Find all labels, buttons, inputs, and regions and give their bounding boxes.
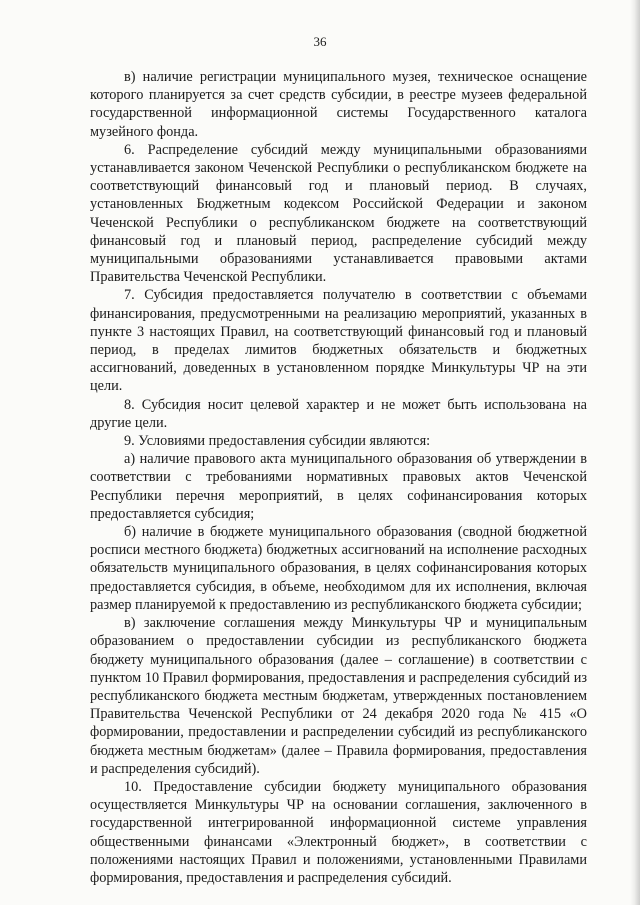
paragraph-9v: в) заключение соглашения между Минкультуры ЧР и муниципальным образованием о предоставлении субсидии из республиканского бюджета бюджету муниципального образования (далее – соглашение) в соответствии с пунктом 10 Правил формирования, предоставления и распределения субсидий из республиканского бюджета местным бюджетам, утвержденных постановлением Правительства Чеченской Республики от 24 декабря 2020 года № 415 «О формировании, предоставлении и распределении субсидий из республиканского бюджета местным бюджетам» (далее – Правила формирования, предоставления и распределения субсидий). [90, 615, 587, 777]
paragraph-9-conditions: 9. Условиями предоставления субсидии являются: [124, 433, 431, 450]
paragraph-museum-registration: в) наличие регистрации муниципального музея, техническое оснащение которого планируется за счет средств субсидии, в реестре музеев федеральной государственной информационной системы Государственного каталога музейного фонда. [90, 69, 587, 140]
paragraph-9a: а) наличие правового акта муниципального образования об утверждении в соответствии с требованиями нормативных правовых актов Чеченской Республики перечня мероприятий, в целях софинансирования которых предоставляется субсидия; [90, 451, 587, 522]
document-body [90, 68, 587, 887]
paragraph-7-provision: 7. Субсидия предоставляется получателю в соответствии с объемами финансирования, предусмотренными на реализацию мероприятий, указанных в пункте 3 настоящих Правил, на соответствующий финансовый год и плановый период, в пределах лимитов бюджетных обязательств и бюджетных ассигнований, доведенных в установленном порядке Минкультуры ЧР на эти цели. [90, 287, 587, 395]
paragraph-10-agreement: 10. Предоставление субсидии бюджету муниципального образования осуществляется Минкультуры ЧР на основании соглашения, заключенного в государственной интегрированной информационной системе управления общественными финансами «Электронный бюджет», в соответствии с положениями настоящих Правил и положениями, установленными Правилами формирования, предоставления и распределения субсидий. [90, 778, 587, 886]
paragraph-6-distribution: 6. Распределение субсидий между муниципальными образованиями устанавливается законом Чеченской Республики о республиканском бюджете на соответствующий финансовый год и плановый период. В случаях, установленных Бюджетным кодексом Российской Федерации и законом Чеченской Республики о республиканском бюджете на соответствующий финансовый год и плановый период, распределение субсидий между муниципальными образованиями устанавливается правовыми актами Правительства Чеченской Республики. [90, 141, 587, 286]
scan-edge-shadow [630, 0, 640, 905]
paragraph-9b: б) наличие в бюджете муниципального образования (сводной бюджетной росписи местного бюджета) бюджетных ассигнований на исполнение расходных обязательств муниципального образования, в целях софинансирования которых предоставляется субсидия, в объеме, необходимом для их исполнения, включая размер планируемой к предоставлению из республиканского бюджета субсидии; [90, 524, 587, 613]
paragraph-8-purpose: 8. Субсидия носит целевой характер и не может быть использована на другие цели. [90, 396, 587, 431]
page-number: 36 [313, 34, 327, 49]
